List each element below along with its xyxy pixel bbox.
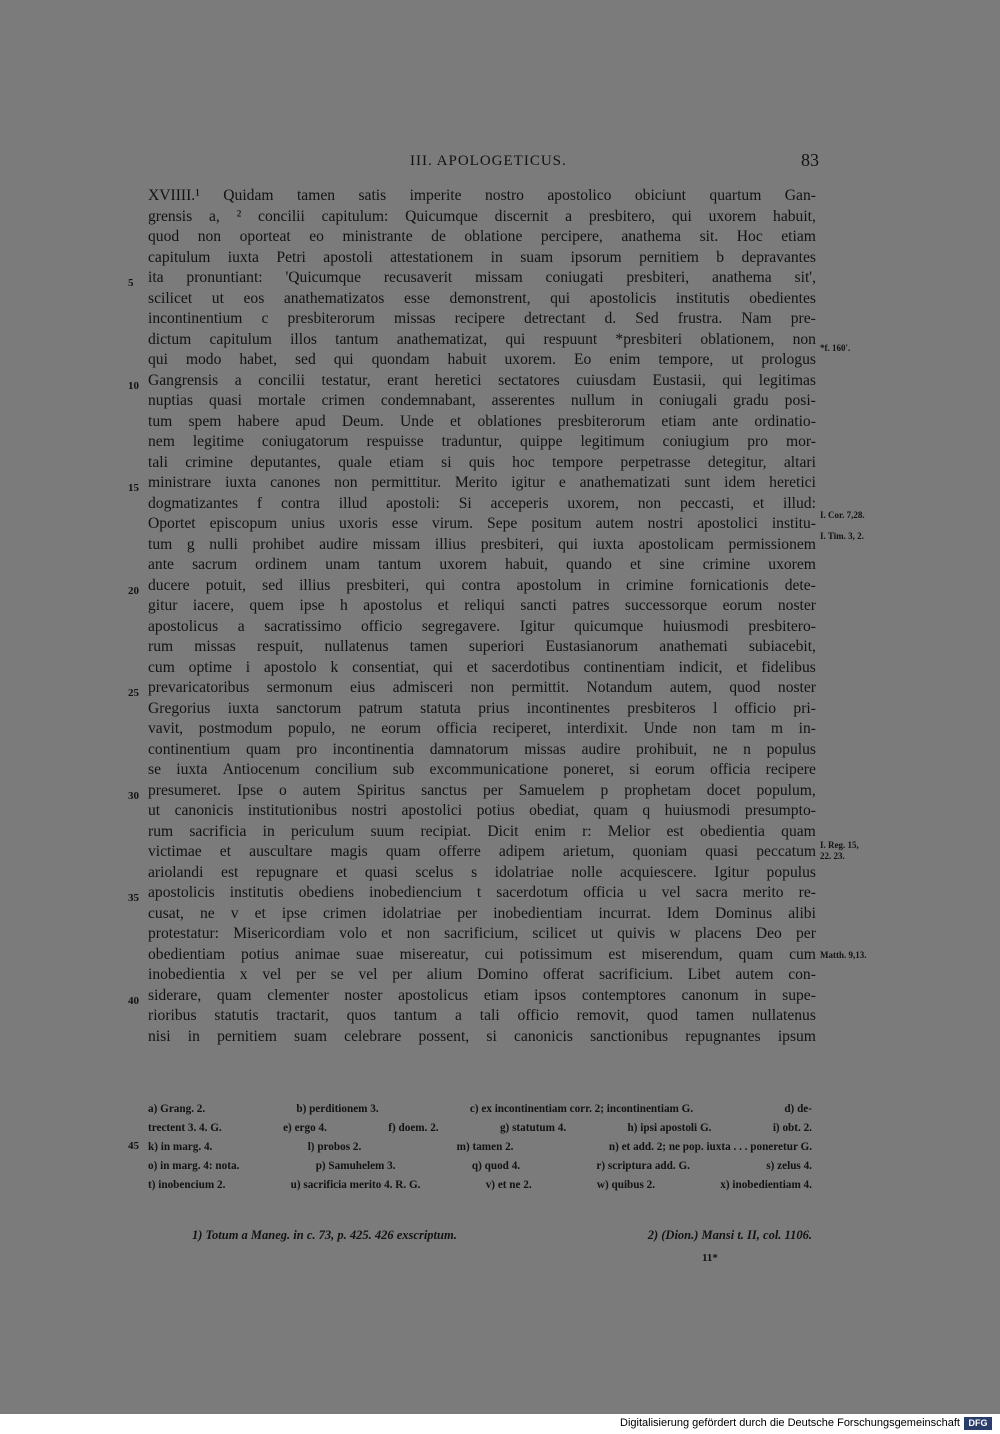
margin-note: *f. 160'. (820, 343, 851, 353)
footnote-line (148, 1176, 812, 1195)
text-line: quod non oporteat eo ministrante de oblatione percipere, anathema sit. Hoc etiam (148, 228, 816, 245)
text-line: tum spem habere apud Deum. Unde et oblationes presbiterorum etiam ante ordinatio- (148, 412, 816, 430)
text-line: nem legitime coniugatorum respuisse traduntur, quippe legitimum coniugium pro mor- (148, 433, 816, 450)
text-line: vavit, postmodum populo, ne eorum officia reciperet, interdixit. Unde non tam m in- (148, 720, 816, 737)
text-line: Gregorius iuxta sanctorum patrum statuta prius incontinentes presbiteros l officio pri- (148, 699, 816, 717)
line-number: 25 (128, 687, 139, 699)
source-note: 2) (Dion.) Mansi t. II, col. 1106. (647, 1228, 812, 1242)
text-line: ariolandi est repugnare et quasi scelus s idolatriae nolle acquiescere. Igitur populus (148, 863, 816, 881)
text-line: Gangrensis a concilii testatur, erant heretici sectatores cuiusdam Eustasii, qui legitimas (148, 371, 816, 389)
text-line: ministrare iuxta canones non permittitur. Merito igitur e anathematizati sunt idem heretici (148, 474, 816, 491)
funding-credit: Digitalisierung gefördert durch die Deutsche Forschungsgemeinschaft (620, 1417, 960, 1429)
text-line: nuptias quasi mortale crimen condemnabant, asserentes nullum in coniugali gradu posi- (148, 392, 816, 409)
running-header: III. APOLOGETICUS. (410, 153, 567, 169)
footnote-entry: u) sacrificia merito 4. R. G. (290, 1179, 421, 1191)
text-line: gitur iacere, quem ipse h apostolus et reliqui sancti patres successorque eorum noster (148, 597, 816, 614)
footnote-line (148, 1100, 812, 1119)
source-footnotes (192, 1228, 812, 1243)
footnote-entry: r) scriptura add. G. (596, 1160, 690, 1172)
text-line: ante sacrum ordinem unam tantum uxorem habuit, quando et sine crimine uxorem (148, 556, 816, 573)
footnote-entry: l) probos 2. (307, 1141, 362, 1153)
page-number: 83 (801, 150, 819, 170)
text-line: apostolicus a sacratissimo officio segregavere. Igitur quicumque huiusmodi presbitero- (148, 617, 816, 635)
footnote-entry: t) inobencium 2. (148, 1179, 226, 1191)
text-line: rum missas respuit, nullatenus tamen superiori Eustasianorum anathemati subiacebit, (148, 638, 816, 655)
line-number: 20 (128, 585, 139, 597)
footnote-entry: i) obt. 2. (772, 1122, 812, 1134)
text-line: obedientiam potius animae suae misereatur, cui potissimum est miserendum, quam cum (148, 945, 816, 963)
footnote-entry: s) zelus 4. (766, 1160, 812, 1172)
signature-mark: 11* (702, 1252, 718, 1264)
footnote-entry: trectent 3. 4. G. (148, 1122, 222, 1134)
line-number: 15 (128, 482, 139, 494)
text-line: scilicet ut eos anathematizatos esse demonstrent, qui apostolicis institutis obedientes (148, 289, 816, 307)
footnote-entry: a) Grang. 2. (148, 1103, 206, 1115)
text-line: protestatur: Misericordiam volo et non sacrificium, scilicet ut quivis w placens Deo per (148, 925, 816, 942)
dfg-logo: DFG (964, 1417, 992, 1430)
text-line: XVIIII.¹ Quidam tamen satis imperite nostro apostolico obiciunt quartum Gan- (148, 187, 816, 204)
footnote-entry: g) statutum 4. (499, 1122, 567, 1134)
text-line: tali crimine deputantes, quale etiam si quis hoc tempore perpetrasse detegitur, altari (148, 453, 816, 471)
text-line: inobedientia x vel per se vel per alium Domino offerat sacrificium. Libet autem con- (148, 966, 816, 983)
footnote-entry: k) in marg. 4. (148, 1141, 213, 1153)
footnote-entry: c) ex incontinentiam corr. 2; incontinentiam G. (469, 1103, 694, 1115)
footnote-entry: q) quod 4. (471, 1160, 521, 1172)
text-line: incontinentium c presbiterorum missas recipere detrectant d. Sed frustra. Nam pre- (148, 310, 816, 327)
footnote-line (148, 1138, 812, 1157)
margin-note: Matth. 9,13. (820, 950, 867, 960)
footnote-entry: v) et ne 2. (485, 1179, 532, 1191)
text-line: cum optime i apostolo k consentiat, qui et sacerdotibus continentiam indicit, et fidelibus (148, 658, 816, 676)
text-line: dogmatizantes f contra illud apostoli: Si acceperis uxorem, non peccasti, et illud: (148, 494, 816, 512)
line-number: 5 (128, 277, 134, 289)
text-line: apostolicis institutis obediens inobediencium t sacerdotum officia u vel sacra merito re- (148, 884, 816, 901)
text-line: qui modo habet, sed qui quondam habuit uxorem. Eo enim tempore, ut prologus (148, 351, 816, 368)
text-line: dictum capitulum illos tantum anathematizat, qui respuunt *presbiteri oblationem, non (148, 330, 816, 348)
footnote-entry: p) Samuhelem 3. (315, 1160, 396, 1172)
text-line: ut canonicis institutionibus nostri apostolici potius obediat, quam q huiusmodi presumpto- (148, 802, 816, 819)
text-line: grensis a, ² concilii capitulum: Quicumque discernit a presbitero, qui uxorem habuit, (148, 207, 816, 225)
text-line: rum sacrificia in periculum suum recipiat. Dicit enim r: Melior est obedientia quam (148, 822, 816, 840)
bottom-credit-bar (0, 1414, 1000, 1434)
footnote-line (148, 1119, 812, 1138)
text-line: presumeret. Ipse o autem Spiritus sanctus per Samuelem p prophetam docet populum, (148, 781, 816, 799)
footnote-entry: f) doem. 2. (388, 1122, 439, 1134)
footnote-entry: m) tamen 2. (456, 1141, 514, 1153)
footnote-line (148, 1157, 812, 1176)
critical-apparatus (148, 1100, 812, 1195)
text-line: continentium quam pro incontinentia damnatorum missas audire prohibuit, ne n populus (148, 740, 816, 758)
text-line: ducere potuit, sed illius presbiteri, qui contra apostolum in crimine fornicationis dete- (148, 576, 816, 594)
text-line: se iuxta Antiocenum concilium sub excommunicatione poneret, si eorum officia recipere (148, 761, 816, 778)
line-number: 40 (128, 995, 139, 1007)
line-number: 45 (128, 1140, 139, 1152)
main-text-block (148, 186, 816, 1047)
footnote-entry: h) ipsi apostoli G. (627, 1122, 712, 1134)
line-number: 30 (128, 790, 139, 802)
margin-note: I. Tim. 3, 2. (820, 531, 864, 541)
footnote-entry: d) de- (784, 1103, 812, 1115)
text-line: rioribus statutis tractarit, quos tantum a tali officio removit, quod tamen nullatenus (148, 1007, 816, 1024)
text-line: capitulum iuxta Petri apostoli attestationem in suam ipsorum pernitiem b depravantes (148, 248, 816, 266)
text-line: ita pronuntiant: 'Quicumque recusaverit missam coniugati presbiteri, anathema sit', (148, 269, 816, 286)
footnote-entry: w) quibus 2. (596, 1179, 656, 1191)
text-line: siderare, quam clementer noster apostolicus etiam ipsos contemptores canonum in supe- (148, 986, 816, 1004)
text-line: cusat, ne v et ipse crimen idolatriae per inobedientiam incurrat. Idem Dominus alibi (148, 904, 816, 922)
footnote-entry: o) in marg. 4: nota. (148, 1160, 240, 1172)
footnote-entry: n) et add. 2; ne pop. iuxta . . . poneretur G. (608, 1141, 812, 1153)
footnote-entry: e) ergo 4. (283, 1122, 327, 1134)
footnote-entry: x) inobedientiam 4. (720, 1179, 812, 1191)
text-line: tum g nulli prohibet audire missam illius presbiteri, qui iuxta apostolicam permissionem (148, 535, 816, 553)
line-number: 10 (128, 380, 139, 392)
text-line: nisi in pernitiem suam celebrare possent, si canonicis sanctionibus repugnantes ipsum (148, 1027, 816, 1045)
footnote-entry: b) perditionem 3. (296, 1103, 379, 1115)
line-number: 35 (128, 892, 139, 904)
margin-note: I. Cor. 7,28. (820, 510, 865, 520)
source-note: 1) Totum a Maneg. in c. 73, p. 425. 426 exscriptum. (192, 1228, 457, 1242)
text-line: victimae et auscultare magis quam offerre adipem arietum, quoniam quasi peccatum (148, 843, 816, 860)
margin-note: I. Reg. 15, 22. 23. (820, 840, 859, 861)
text-line: prevaricatoribus sermonum eius admisceri non permittit. Notandum autem, quod noster (148, 679, 816, 696)
text-line: Oportet episcopum unius uxoris esse virum. Sepe positum autem nostri apostolici institu- (148, 515, 816, 532)
